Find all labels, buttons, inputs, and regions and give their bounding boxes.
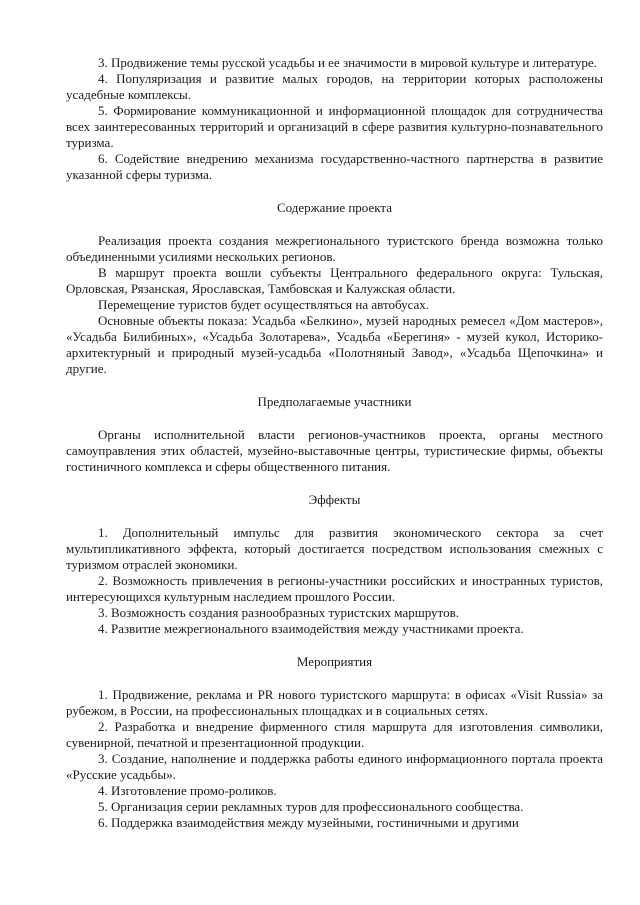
effect-item: 3. Возможность создания разнообразных туристских маршрутов. xyxy=(98,605,459,620)
effect-item: 1. Дополнительный импульс для развития экономического сектора за счет мультипликативного эффекта, который достигается посредством использования смежных с туризмом отраслей экономики. xyxy=(66,525,603,572)
paragraph: В маршрут проекта вошли субъекты Центрального федерального округа: Тульская, Орловская, Рязанская, Ярославская, Тамбовская и Калужская области. xyxy=(66,265,603,296)
event-item: 6. Поддержка взаимодействия между музейными, гостиничными и другими xyxy=(98,815,519,830)
event-item: 5. Организация серии рекламных туров для профессионального сообщества. xyxy=(98,799,524,814)
goal-item: 3. Продвижение темы русской усадьбы и ее значимости в мировой культуре и литературе. xyxy=(98,55,597,70)
event-item: 3. Создание, наполнение и поддержка работы единого информационного портала проекта «Русские усадьбы». xyxy=(66,751,603,782)
goals-list xyxy=(66,55,603,183)
section-heading-content: Содержание проекта xyxy=(276,200,392,215)
paragraph: Основные объекты показа: Усадьба «Белкино», музей народных ремесел «Дом мастеров», «Усадьба Билибиных», «Усадьба Золотарева», Усадьба «Берегиня» - музей кукол, Историко-архитектурный и природный музей-усадьба «Полотняный Завод», «Усадьба Щепочкина» и другие. xyxy=(66,313,603,376)
effect-item: 4. Развитие межрегионального взаимодействия между участниками проекта. xyxy=(98,621,524,636)
event-item: 2. Разработка и внедрение фирменного стиля маршрута для изготовления символики, сувенирной, печатной и презентационной продукции. xyxy=(66,719,603,750)
section-heading-events: Мероприятия xyxy=(296,654,373,669)
section-heading-effects: Эффекты xyxy=(308,492,361,507)
events-list xyxy=(66,687,603,831)
event-item: 4. Изготовление промо-роликов. xyxy=(98,783,277,798)
effect-item: 2. Возможность привлечения в регионы-участники российских и иностранных туристов, интересующихся культурным наследием прошлого России. xyxy=(66,573,603,604)
paragraph: Реализация проекта создания межрегионального туристского бренда возможна только объединенными усилиями нескольких регионов. xyxy=(66,233,603,264)
effects-list xyxy=(66,525,603,637)
event-item: 1. Продвижение, реклама и PR нового туристского маршрута: в офисах «Visit Russia» за рубежом, в России, на профессиональных площадках и в социальных сетях. xyxy=(66,687,603,718)
content-section xyxy=(66,233,603,377)
goal-item: 5. Формирование коммуникационной и информационной площадок для сотрудничества всех заинтересованных территорий и организаций в сфере развития культурно-познавательного туризма. xyxy=(66,103,603,150)
goal-item: 4. Популяризация и развитие малых городов, на территории которых расположены усадебные комплексы. xyxy=(66,71,603,102)
goal-item: 6. Содействие внедрению механизма государственно-частного партнерства в развитие указанной сферы туризма. xyxy=(66,151,603,182)
section-heading-participants: Предполагаемые участники xyxy=(257,394,412,409)
paragraph: Перемещение туристов будет осуществляться на автобусах. xyxy=(98,297,430,312)
participants-section xyxy=(66,427,603,475)
paragraph: Органы исполнительной власти регионов-участников проекта, органы местного самоуправления этих областей, музейно-выставочные центры, туристические фирмы, объекты гостиничного комплекса и сферы общественного питания. xyxy=(66,427,603,474)
